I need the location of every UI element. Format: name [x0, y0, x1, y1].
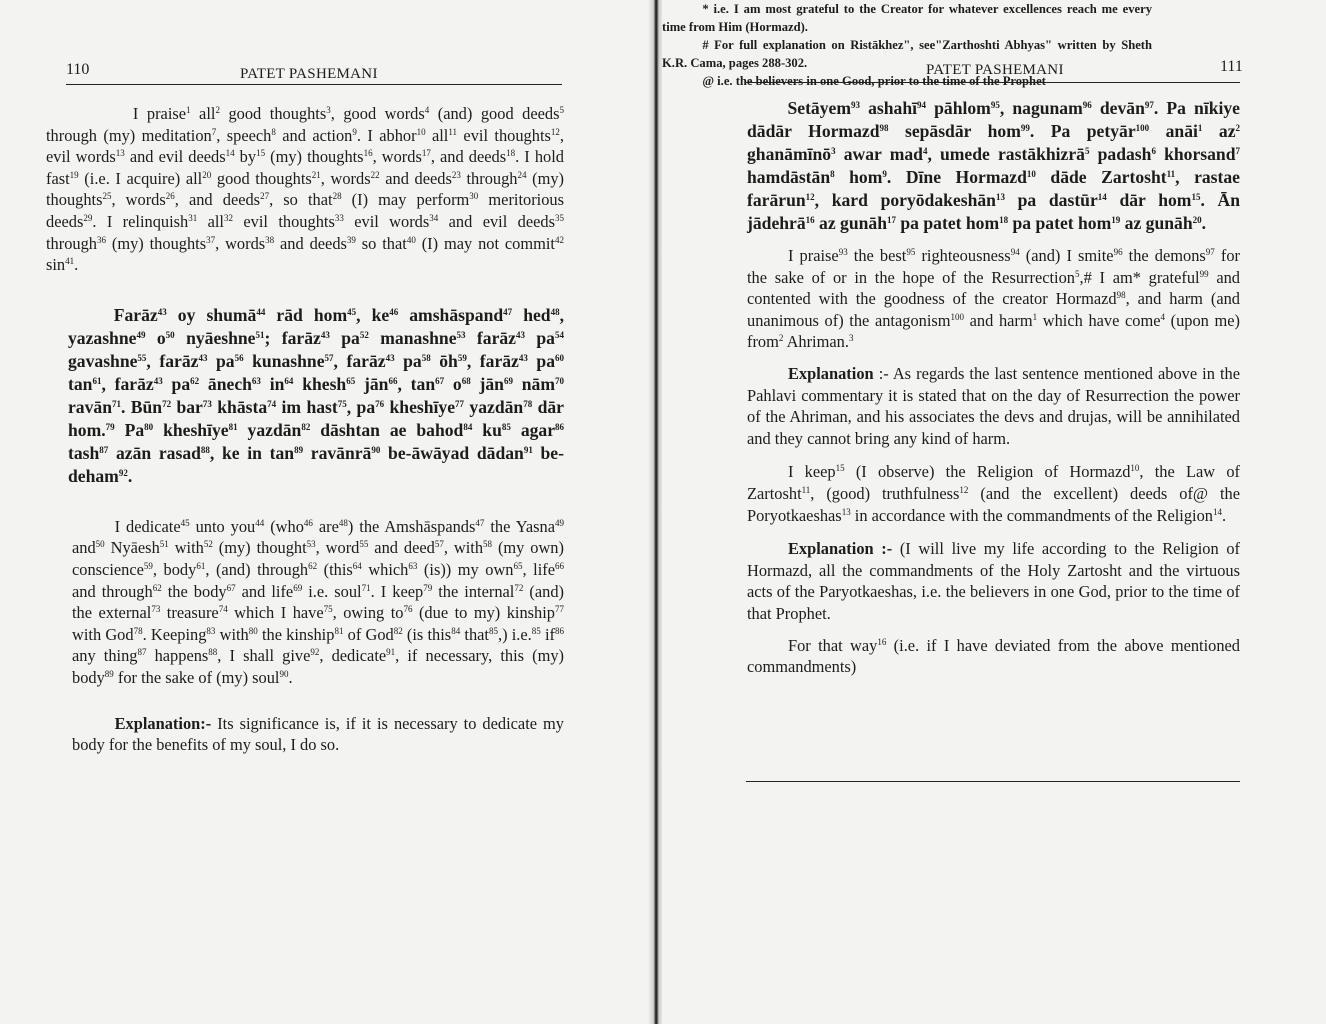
translation-paragraph: I keep$^{15}$ (I observe) the Religion of Hormazd$^{10}$, the Law of Zartosht$^{11}$, (good) truthfulness$^{12}$ (and the excellent) deeds of@ the Poryotkaeshas$^{13}$ in accordance with the commandments of the Religion$^{14}$.: [747, 462, 1240, 525]
footnote: * i.e. I am most grateful to the Creator for whatever excellences reach me every time from Him (Hormazd).: [662, 2, 1152, 34]
explanation-paragraph: [747, 538, 1240, 624]
explanation-text: :- As regards the last sentence mentioned above in the Pahlavi commentary it is stated that on the day of Resurrection the power of the Ahriman, and his associates the devs and drujas, will be annihilated and they cannot bring any kind of harm.: [747, 363, 1240, 448]
explanation-label: Explanation :-: [788, 539, 893, 559]
footnotes: [662, 0, 1152, 90]
page-number: 110: [66, 61, 90, 78]
left-page: [0, 0, 655, 1024]
header-rule: [746, 82, 1240, 83]
translation-paragraph: I dedicate$^{45}$ unto you$^{44}$ (who$^{46}$ are$^{48}$) the Amshāspands$^{47}$ the Yasna$^{49}$ and$^{50}$ Nyāesh$^{51}$ with$^{52}$ (my) thought$^{53}$, word$^{55}$ and deed$^{57}$, with$^{58}$ (my own) conscience$^{59}$, body$^{61}$, (and) through$^{62}$ (this$^{64}$ which$^{63}$ (is)) my own$^{65}$, life$^{66}$ and through$^{62}$ the body$^{67}$ and life$^{69}$ i.e. soul$^{71}$. I keep$^{79}$ the internal$^{72}$ (and) the external$^{73}$ treasure$^{74}$ which I have$^{75}$, owing $to^{76}$ (due to my) kinship$^{77}$ with God$^{78}$. Keeping$^{83}$ with$^{80}$ the kinship$^{81}$ of God$^{82}$ (is this$^{84}$ that$^{85}$,) i.e.$^{85}$ $if^{86}$ any thing$^{87}$ happens$^{88}$, I shall give$^{92}$, dedicate$^{91}$, if necessary, this (my) body$^{89}$ for the sake of (my) soul$^{90}$.: [72, 516, 565, 687]
avesta-paragraph: Farāz$^{43}$ oy shumā$^{44}$ rād hom$^{45}$, $ke^{46}$ amshāspand$^{47}$ hed$^{48}$, yazashne$^{49}$ $o^{50}$ nyāeshne$^{51}$; farāz$^{43}$ $pa^{52}$ manashne$^{53}$ farāz$^{43}$ $pa^{54}$ gavashne$^{55}$, farāz$^{43}$ $pa^{56}$ kunashne$^{57}$, farāz$^{43}$ $pa^{58}$ $ōh^{59}$, farāz$^{43}$ $pa^{60}$ $\tan^{61}$, farāz$^{43}$ $pa^{62}$ ānech$^{63}$ $in^{64}$ khesh$^{65}$ jān$^{66}$, $\tan^{67} o^{68}$ jān$^{69}$ nām$^{70}$ ravān$^{71}$. Būn$^{72}$ bar$^{73}$ khāsta$^{74}$ im hast$^{75}$, $pa^{76}$ kheshīye$^{77}$ yazdān$^{78}$ dār hom.$^{79}$ Pa$^{80}$ kheshīye$^{81}$ yazdān$^{82}$ dāshtan ae bahod$^{84}$ $ku^{85}$ agar$^{86}$ tash$^{87}$ azān rasad$^{88}$, ke in $\tan^{89}$ ravānrā$^{90}$ be-āwāyad dādan$^{91}$ be-deham$^{92}$.: [68, 304, 565, 486]
explanation-text: Its significance is, if it is necessary to dedicate my body for the benefits of my soul, I do so.: [72, 713, 564, 755]
running-head: PATET PASHEMANI: [240, 66, 378, 82]
footnote: @ i.e. the believers in one Good, prior to the time of the Prophet: [702, 74, 1046, 88]
page-number: 111: [1220, 58, 1243, 75]
explanation-label: Explanation:-: [114, 713, 212, 733]
explanation-paragraph: [747, 363, 1240, 449]
footnote: # For full explanation on Ristākhez", see"Zarthoshti Abhyas" written by Sheth K.R. Cama, pages 288-302.: [662, 38, 1152, 70]
header-rule: [66, 84, 562, 85]
left-text-column: [46, 103, 565, 756]
right-text-column: [747, 97, 1240, 678]
right-page: [662, 0, 1326, 1024]
translation-paragraph: I praise$^1$ all$^2$ good thoughts$^3$, good words$^4$ (and) good deeds$^5$ through (my) meditation$^7$, speech$^8$ and action$^9$. I abhor$^{10}$ all$^{11}$ evil thoughts$^{12}$, evil words$^{13}$ and evil deeds$^{14}$ $by^{15}$ (my) thoughts$^{16}$, words$^{17}$, and deeds$^{18}$. I hold fast$^{19}$ (i.e. I acquire) all$^{20}$ good thoughts$^{21}$, words$^{22}$ and deeds$^{23}$ through$^{24}$ (my) thoughts$^{25}$, words$^{26}$, and deeds$^{27}$, so that$^{28}$ (I) may perform$^{30}$ meritorious deeds$^{29}$. I relinquish$^{31}$ all$^{32}$ evil thoughts$^{33}$ evil words$^{34}$ and evil deeds$^{35}$ through$^{36}$ (my) thoughts$^{37}$, words$^{38}$ and deeds$^{39}$ so that$^{40}$ (I) may not commit$^{42}$ $\sin^{41}$.: [46, 104, 564, 275]
running-head: PATET PASHEMANI: [926, 62, 1064, 78]
explanation-paragraph: [72, 713, 564, 756]
translation-paragraph: For that way$^{16}$ (i.e. if I have deviated from the above mentioned commandments): [747, 635, 1241, 677]
translation-paragraph: I praise$^{93}$ the best$^{95}$ righteousness$^{94}$ (and) I smite$^{96}$ the demons$^{97}$ for the sake of or in the hope of the Resurrection$^5$,# I am* grateful$^{99}$ and contented with the goodness of the creator Hormazd$^{98}$, and harm (and unanimous of) the antagonism$^{100}$ and harm$^1$ which have come$^4$ (upon me) from$^2$ Ahriman.$^3$: [747, 246, 1241, 352]
footnote-rule: [746, 781, 1240, 782]
explanation-text: (I will live my life according to the Religion of Hormazd, all the commandments of the Holy Zartosht and the virtuous acts of the Paryotkaeshas, i.e. the believers in one God, prior to the time of that Prophet.: [747, 539, 1240, 623]
avesta-paragraph: Setāyem$^{93}$ ashahī$^{94}$ pāhlom$^{95}$, nagunam$^{96}$ devān$^{97}$. Pa nīkiye dādār Hormazd$^{98}$ sepāsdār hom$^{99}$. Pa petyār$^{100}$ anāi$^1$ $az^2$ ghanāmīnō$^3$ awar mad$^4$, umede rastākhizrā$^5$ padash$^6$ khorsand$^7$ hamdāstān$^8$ hom$^9$. Dīne Hormazd$^{10}$ dāde Zartosht$^{11}$, rastae farārun$^{12}$, kard poryōdakeshān$^{13}$ pa dastūr$^{14}$ dār hom$^{15}$. Ān jādehrā$^{16}$ az gunāh$^{17}$ pa patet hom$^{18}$ pa patet hom$^{19}$ az gunāh$^{20}$.: [747, 98, 1241, 233]
explanation-label: Explanation: [788, 363, 874, 383]
